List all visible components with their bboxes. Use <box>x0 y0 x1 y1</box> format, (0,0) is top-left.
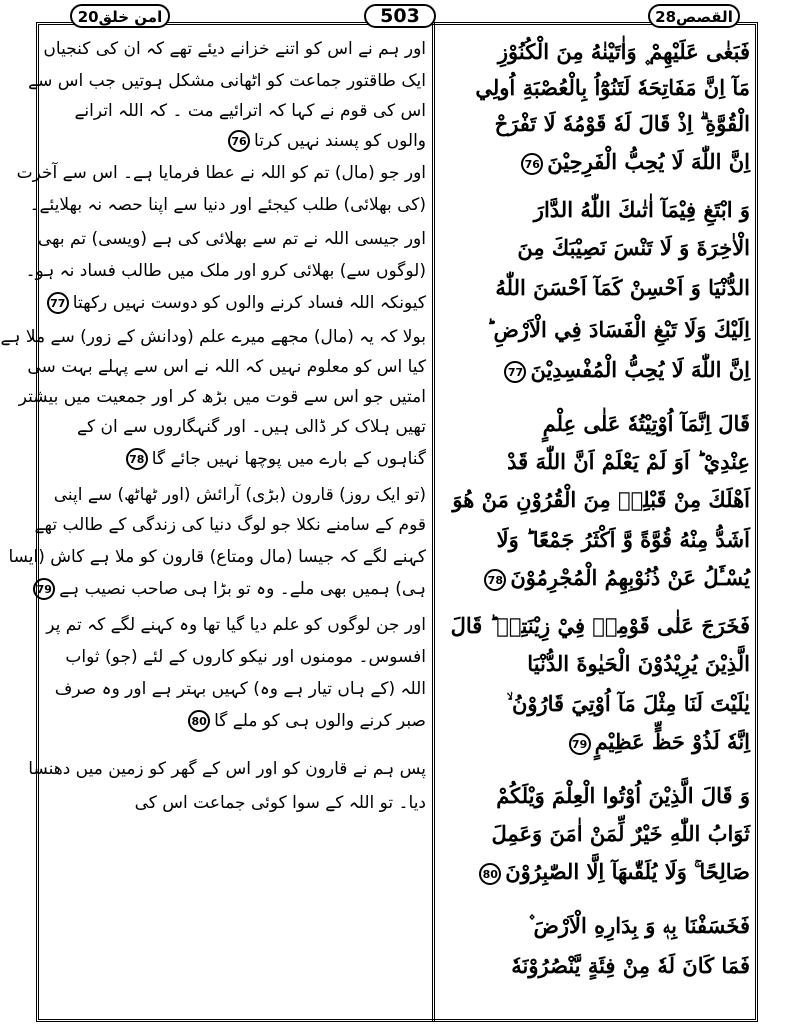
arabic-line-text: الْقُوَّةِ ۗ اِذْ قَالَ لَهٗ قَوْمُهٗ لَا تَفْرَحْ <box>494 111 750 136</box>
arabic-line <box>444 560 750 596</box>
urdu-line <box>16 158 426 188</box>
urdu-line-text: اللہ (کے ہاں تیار ہے وہ) کہیں بہتر ہے اور وہ صرف <box>54 679 426 699</box>
urdu-line-text: گناہوں کے بارے میں پوچھا نہیں جائے گا <box>151 449 426 469</box>
arabic-text-column <box>444 34 750 1019</box>
arabic-line <box>444 34 750 70</box>
urdu-line <box>27 352 426 382</box>
verse-number-marker: 76 <box>521 153 543 175</box>
arabic-line <box>444 312 750 348</box>
arabic-line-text: مَآ اِنَّ مَفَاتِحَهٗ لَتَنُوْٓاُ بِالْعُصْبَةِ اُولِي <box>475 75 750 100</box>
arabic-line-text: قَالَ اِنَّمَآ اُوْتِيْتُهٗ عَلٰى عِلْمٍ <box>542 411 750 436</box>
verse-number-marker: 77 <box>47 292 69 314</box>
verse-number-marker: 79 <box>33 578 55 600</box>
verse-number-marker: 80 <box>479 863 501 885</box>
verse-number-marker: 80 <box>188 710 210 732</box>
urdu-line <box>29 190 426 220</box>
urdu-line-text: اور ہم نے اس کو اتنے خزانے دیئے تھے کہ ان کی کنجیاں <box>43 39 426 59</box>
urdu-line-text: کہنے لگے کہ جیسا (مال ومتاع) قارون کو ملا ہے کاش (ایسا <box>8 547 426 567</box>
urdu-line <box>36 574 426 604</box>
urdu-line-text: دیا۔ تو اللہ کے سوا کوئی جماعت اس کی <box>134 793 426 813</box>
page-number: 503 <box>364 4 436 28</box>
arabic-line-text: اِنَّهٗ لَذُوْ حَظٍّ عَظِيْمٍ <box>594 729 750 754</box>
urdu-line-text: تھیں ہلاک کر ڈالی ہیں۔ اور گنہگاروں سے ان کے <box>77 417 426 437</box>
column-divider <box>432 22 435 1022</box>
arabic-line-text: وَ ابْتَغِ فِيْمَآ اٰتٰىكَ اللّٰهُ الدَّارَ <box>533 197 750 222</box>
urdu-line <box>46 610 426 640</box>
arabic-line <box>444 724 750 760</box>
arabic-line-text: اَهْلَكَ مِنْ قَبْلِهٖ مِنَ الْقُرُوْنِ مَنْ هُوَ <box>452 487 750 512</box>
arabic-line <box>444 406 750 442</box>
arabic-line <box>444 270 750 306</box>
arabic-line <box>444 778 750 814</box>
urdu-line <box>0 322 426 352</box>
arabic-line <box>444 686 750 722</box>
urdu-line-text: قوم کے سامنے نکلا جو لوگ دنیا کی زندگی کے طالب تھے <box>34 515 426 535</box>
urdu-line <box>43 34 426 64</box>
urdu-line-text: پس ہم نے قارون کو اور اس کے گھر کو زمین میں دھنسا <box>28 759 426 779</box>
urdu-line <box>46 126 426 156</box>
arabic-line-text: اَشَدُّ مِنْهُ قُوَّةً وَّ اَكْثَرُ جَمْعًا ؕ وَلَا <box>496 527 750 552</box>
urdu-line <box>46 674 426 704</box>
arabic-line <box>444 948 750 984</box>
arabic-line <box>444 816 750 852</box>
urdu-line-text: ایک طاقتور جماعت کو اٹھانی مشکل ہوتیں جب اس سے <box>28 71 426 91</box>
arabic-line-text: يُسْـَٔلُ عَنْ ذُنُوْبِهِمُ الْمُجْرِمُوْنَ <box>510 565 750 590</box>
arabic-line-text: اِنَّ اللّٰهَ لَا يُحِبُّ الْمُفْسِدِيْنَ <box>530 357 750 382</box>
urdu-line <box>46 444 426 474</box>
arabic-line <box>444 70 750 106</box>
arabic-line-text: فَبَغٰى عَلَيْهِمْ ۪ وَاٰتَيْنٰهُ مِنَ الْكُنُوْزِ <box>497 39 750 64</box>
urdu-line <box>46 480 426 510</box>
arabic-line <box>444 106 750 142</box>
verse-number-marker: 78 <box>126 448 148 470</box>
juz-label: امن خلق20 <box>70 4 170 28</box>
arabic-line-text: اِلَيْكَ وَلَا تَبْغِ الْفَسَادَ فِي الْاَرْضِ ؕ <box>486 317 750 342</box>
verse-number-marker: 76 <box>228 130 250 152</box>
arabic-line <box>444 908 750 944</box>
arabic-line <box>444 230 750 266</box>
urdu-line <box>37 224 426 254</box>
arabic-line <box>444 352 750 388</box>
urdu-line <box>46 412 426 442</box>
urdu-line-text: کیونکہ اللہ فساد کرنے والوں کو دوست نہیں رکھتا <box>72 293 426 313</box>
arabic-line <box>444 608 750 644</box>
arabic-line <box>444 854 750 890</box>
urdu-translation-column <box>0 34 426 1019</box>
surah-label: القصص28 <box>648 4 740 28</box>
urdu-line-text: (کی بھلائی) طلب کیجئے اور دنیا سے اپنا حصہ نہ بھلایئے۔ <box>29 195 426 215</box>
arabic-line <box>444 192 750 228</box>
arabic-line <box>444 646 750 682</box>
arabic-line <box>444 522 750 558</box>
urdu-line <box>18 382 426 412</box>
verse-number-marker: 78 <box>484 569 506 591</box>
urdu-line-text: کیا اس کو معلوم نہیں کہ اللہ نے اس سے پہلے بہت سی <box>27 357 426 377</box>
urdu-line-text: (تو ایک روز) قارون (بڑی) آرائش (اور ٹھاٹھ) سے اپنی <box>53 485 426 505</box>
arabic-line-text: الَّذِيْنَ يُرِيْدُوْنَ الْحَيٰوةَ الدُّنْيَا <box>527 651 750 676</box>
arabic-line-text: اِنَّ اللّٰهَ لَا يُحِبُّ الْفَرِحِيْنَ <box>547 149 750 174</box>
urdu-line <box>46 288 426 318</box>
urdu-line <box>28 754 426 784</box>
verse-number-marker: 77 <box>504 361 526 383</box>
urdu-line-text: ہی) ہمیں بھی ملے۔ وہ تو بڑا ہی صاحب نصیب ہے <box>59 579 426 599</box>
urdu-line <box>46 706 426 736</box>
arabic-line-text: صَالِحًا ۚ وَلَا يُلَقّٰىهَآ اِلَّا الصّٰبِرُوْنَ <box>505 859 750 884</box>
urdu-line-text: امتیں جو اس سے قوت میں بڑھ کر اور جمعیت میں بیشتر <box>18 387 426 407</box>
arabic-line-text: الدُّنْيَا وَ اَحْسِنْ كَمَآ اَحْسَنَ اللّٰهُ <box>495 275 750 300</box>
urdu-line <box>8 542 426 572</box>
arabic-line <box>444 444 750 480</box>
arabic-line-text: فَخَرَجَ عَلٰى قَوْمِهٖ فِيْ زِيْنَتِهٖ ؕ قَالَ <box>450 613 750 638</box>
urdu-line <box>46 642 426 672</box>
urdu-line-text: (لوگوں سے) بھلائی کرو اور ملک میں طالب فساد نہ ہو۔ <box>25 261 426 281</box>
urdu-line-text: صبر کرنے والوں ہی کو ملے گا <box>214 711 426 731</box>
urdu-line-text: والوں کو پسند نہیں کرتا <box>254 131 426 151</box>
urdu-line-text: اور جو (مال) تم کو اللہ نے عطا فرمایا ہے۔ اس سے آخرت <box>16 163 426 183</box>
urdu-line-text: بولا کہ یہ (مال) مجھے میرے علم (ودانش کے زور) سے ملا ہے <box>0 327 426 347</box>
arabic-line-text: عِنْدِيْ ؕ اَوَ لَمْ يَعْلَمْ اَنَّ اللّٰهَ قَدْ <box>507 449 750 474</box>
verse-number-marker: 79 <box>569 733 591 755</box>
urdu-line-text: اس کی قوم نے کہا کہ اترائیے مت ۔ کہ اللہ اترانے <box>74 101 426 121</box>
arabic-line-text: يٰلَيْتَ لَنَا مِثْلَ مَآ اُوْتِيَ قَارُوْنُ ۙ <box>506 691 750 716</box>
urdu-line-text: اور جن لوگوں کو علم دیا گیا تھا وہ کہنے لگے کہ تم پر <box>46 615 426 635</box>
urdu-line-text: افسوس۔ مومنوں اور نیکو کاروں کے لئے (جو) ثواب <box>65 647 426 667</box>
urdu-line-text: اور جیسی اللہ نے تم سے بھلائی کی ہے (ویسی) تم بھی <box>37 229 426 249</box>
arabic-line-text: فَمَا كَانَ لَهٗ مِنْ فِئَةٍ يَّنْصُرُوْنَهٗ <box>511 953 750 978</box>
urdu-line <box>46 96 426 126</box>
urdu-line <box>34 510 426 540</box>
arabic-line <box>444 482 750 518</box>
arabic-line-text: ثَوَابُ اللّٰهِ خَيْرٌ لِّمَنْ اٰمَنَ وَعَمِلَ <box>491 821 750 846</box>
arabic-line-text: وَ قَالَ الَّذِيْنَ اُوْتُوا الْعِلْمَ وَيْلَكُمْ <box>496 783 750 808</box>
urdu-line <box>25 256 426 286</box>
arabic-line <box>444 144 750 180</box>
arabic-line-text: الْاٰخِرَةَ وَ لَا تَنْسَ نَصِيْبَكَ مِنَ <box>517 235 750 260</box>
urdu-line <box>46 788 426 818</box>
urdu-line <box>28 66 426 96</box>
arabic-line-text: فَخَسَفْنَا بِهٖ وَ بِدَارِهِ الْاَرْضَ ۫ <box>528 913 750 938</box>
